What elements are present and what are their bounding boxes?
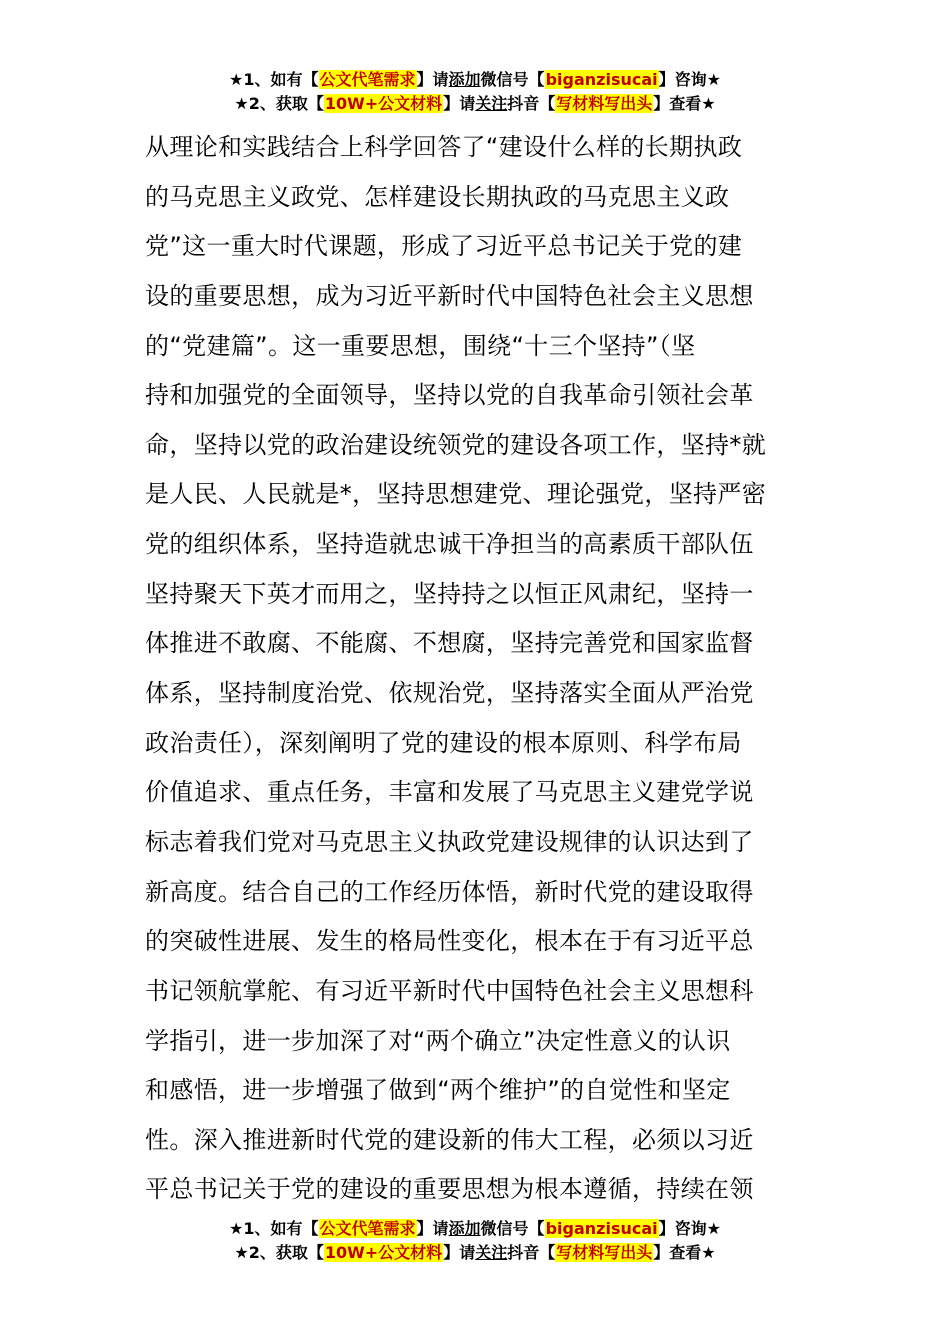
promo-highlight-wechat-id: biganzisucai — [545, 70, 658, 89]
body-line: 坚持聚天下英才而用之，坚持持之以恒正风肃纪，坚持一 — [145, 579, 754, 608]
body-line: 的突破性进展、发生的格局性变化，根本在于有习近平总 — [145, 927, 754, 956]
body-line: 政治责任），深刻阐明了党的建设的根本原则、科学布局 — [145, 728, 742, 757]
promo-line-1-mid1: 】请 — [416, 1219, 449, 1238]
body-line: 学指引，进一步加深了对“两个确立”决定性意义的认识 — [145, 1026, 731, 1055]
body-line: 党”这一重大时代课题，形成了习近平总书记关于党的建 — [145, 232, 743, 261]
promo-line-2-mid2: 抖音【 — [507, 1243, 556, 1262]
promo-line-1-suffix: 】咨询★ — [658, 1219, 721, 1238]
body-line: 体系，坚持制度治党、依规治党，坚持落实全面从严治党 — [145, 679, 754, 708]
promo-highlight-wechat-id: biganzisucai — [545, 1219, 658, 1238]
promo-line-2-prefix: ★2、获取【 — [234, 1243, 324, 1262]
body-line: 标志着我们党对马克思主义执政党建设规律的认识达到了 — [145, 827, 754, 856]
promo-highlight-writing-service: 公文代笔需求 — [319, 70, 416, 89]
promo-line-1 — [0, 68, 950, 92]
promo-underline-follow: 关注 — [475, 1243, 508, 1262]
body-line: 体推进不敢腐、不能腐、不想腐，坚持完善党和国家监督 — [145, 629, 754, 658]
promo-line-2-mid2: 抖音【 — [507, 94, 556, 113]
promo-line-1-prefix: ★1、如有【 — [229, 70, 319, 89]
promo-highlight-materials: 10W+公文材料 — [324, 94, 443, 113]
promo-line-1-prefix: ★1、如有【 — [229, 1219, 319, 1238]
body-line: 价值追求、重点任务，丰富和发展了马克思主义建党学说 — [145, 778, 754, 807]
promo-line-2-suffix: 】查看★ — [653, 1243, 716, 1262]
promo-line-2-suffix: 】查看★ — [653, 94, 716, 113]
bottom-promo-banner — [0, 1217, 950, 1265]
promo-line-2 — [0, 92, 950, 116]
promo-line-2 — [0, 1241, 950, 1265]
body-line: 和感悟，进一步增强了做到“两个维护”的自觉性和坚定 — [145, 1076, 731, 1105]
promo-highlight-materials: 10W+公文材料 — [324, 1243, 443, 1262]
promo-highlight-douyin-account: 写材料写出头 — [556, 1243, 653, 1262]
body-line: 的“党建篇”。这一重要思想，围绕“十三个坚持”（坚 — [145, 331, 696, 360]
body-line: 从理论和实践结合上科学回答了“建设什么样的长期执政 — [145, 133, 743, 161]
promo-line-1-mid2: 微信号【 — [480, 70, 545, 89]
body-line: 新高度。结合自己的工作经历体悟，新时代党的建设取得 — [145, 877, 754, 906]
body-line: 的马克思主义政党、怎样建设长期执政的马克思主义政 — [145, 182, 730, 211]
body-line: 持和加强党的全面领导，坚持以党的自我革命引领社会革 — [145, 381, 754, 410]
body-line: 书记领航掌舵、有习近平新时代中国特色社会主义思想科 — [145, 976, 754, 1005]
promo-line-1-mid1: 】请 — [416, 70, 449, 89]
body-line: 党的组织体系，坚持造就忠诚干净担当的高素质干部队伍 — [145, 530, 754, 559]
promo-underline-add: 添加 — [448, 70, 481, 89]
promo-line-2-mid1: 】请 — [443, 1243, 476, 1262]
body-line: 平总书记关于党的建设的重要思想为根本遵循，持续在领 — [145, 1175, 754, 1204]
promo-line-2-prefix: ★2、获取【 — [234, 94, 324, 113]
promo-highlight-writing-service: 公文代笔需求 — [319, 1219, 416, 1238]
promo-line-1 — [0, 1217, 950, 1241]
document-body — [145, 123, 815, 1215]
promo-line-2-mid1: 】请 — [443, 94, 476, 113]
body-line: 设的重要思想，成为习近平新时代中国特色社会主义思想 — [145, 281, 754, 310]
top-promo-banner — [0, 68, 950, 116]
body-line: 性。深入推进新时代党的建设新的伟大工程，必须以习近 — [145, 1125, 754, 1154]
promo-highlight-douyin-account: 写材料写出头 — [556, 94, 653, 113]
body-line: 是人民、人民就是*，坚持思想建党、理论强党，坚持严密 — [145, 480, 767, 509]
promo-line-1-suffix: 】咨询★ — [658, 70, 721, 89]
body-line: 命，坚持以党的政治建设统领党的建设各项工作，坚持*就 — [145, 430, 767, 459]
promo-underline-add: 添加 — [448, 1219, 481, 1238]
promo-underline-follow: 关注 — [475, 94, 508, 113]
promo-line-1-mid2: 微信号【 — [480, 1219, 545, 1238]
